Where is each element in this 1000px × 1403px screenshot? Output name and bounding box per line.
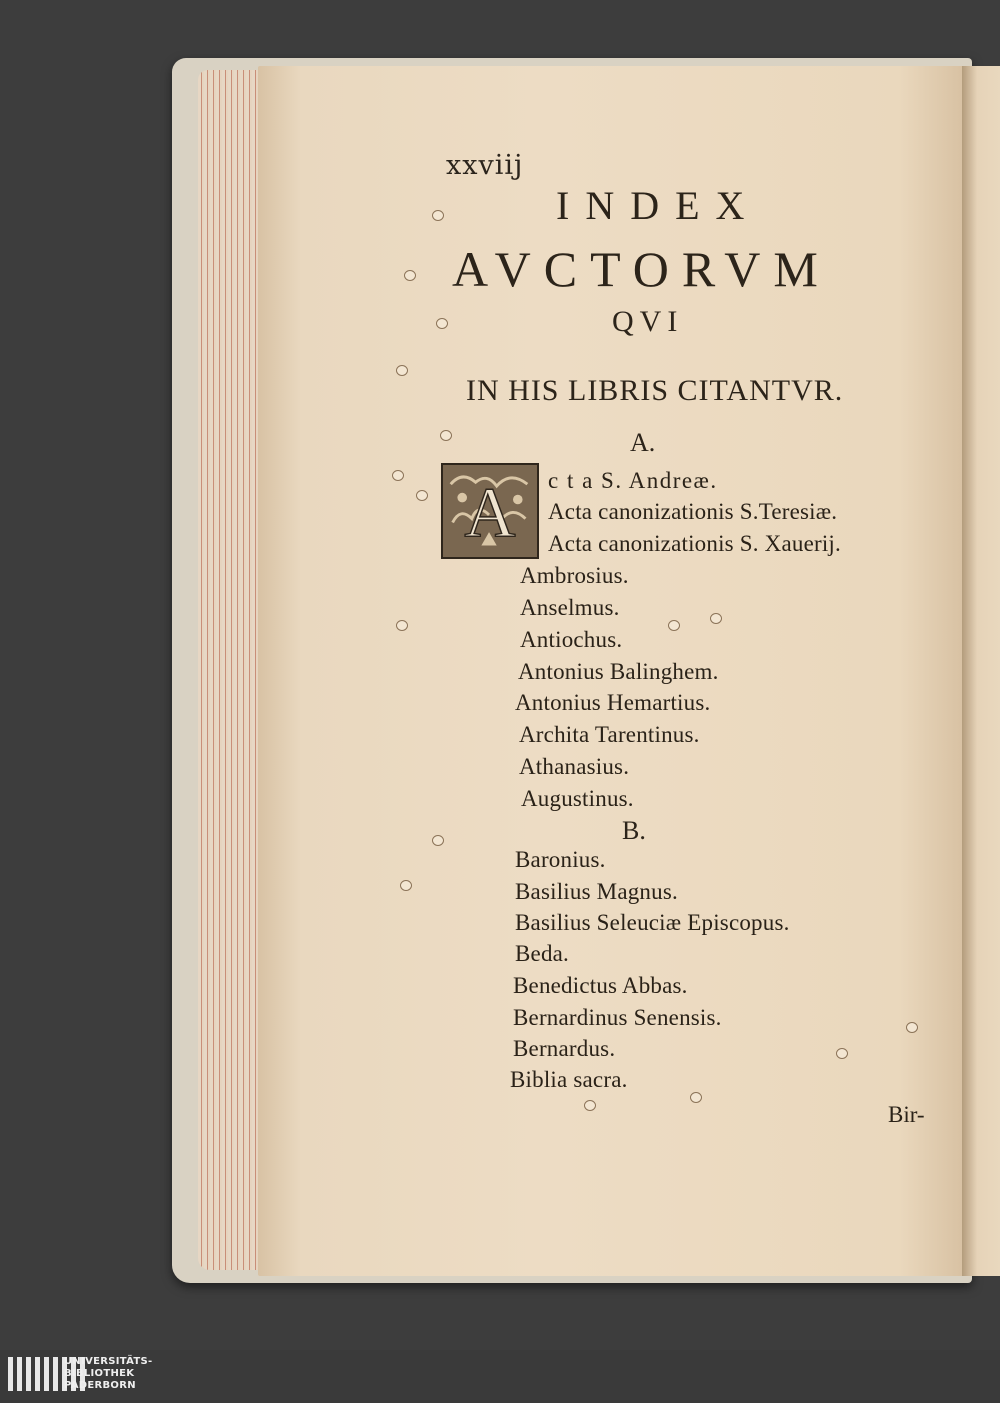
wormhole-mark — [392, 470, 404, 481]
wormhole-mark — [668, 620, 680, 631]
index-entry: Biblia sacra. — [510, 1067, 628, 1092]
wormhole-mark — [436, 318, 448, 329]
wormhole-mark — [836, 1048, 848, 1059]
logo-line: PADERBORN — [64, 1380, 136, 1391]
title-auctorum: AVCTORVM — [452, 241, 831, 297]
svg-text:A: A — [464, 473, 516, 552]
index-entry: Bernardinus Senensis. — [513, 1005, 722, 1030]
index-entry: Basilius Magnus. — [515, 879, 678, 904]
wormhole-mark — [400, 880, 412, 891]
index-entry: Antonius Hemartius. — [515, 690, 711, 715]
wormhole-mark — [710, 613, 722, 624]
section-letter-a: A. — [630, 428, 656, 457]
title-index: INDEX — [556, 183, 761, 228]
index-entry: Antiochus. — [520, 627, 623, 652]
wormhole-mark — [396, 620, 408, 631]
logo-line: BIBLIOTHEK — [64, 1368, 135, 1379]
wormhole-mark — [404, 270, 416, 281]
index-entry: Augustinus. — [521, 786, 634, 811]
library-logo-text — [64, 1356, 153, 1392]
page-number: xxviij — [446, 150, 524, 181]
title-qui: QVI — [612, 305, 684, 338]
wormhole-mark — [432, 835, 444, 846]
index-entry: Baronius. — [515, 847, 606, 872]
index-entry: Ambrosius. — [520, 563, 629, 588]
decorated-initial — [441, 463, 539, 559]
wormhole-mark — [416, 490, 428, 501]
index-entry: Acta canonizationis S.Teresiæ. — [548, 499, 838, 524]
logo-line: UNIVERSITÄTS- — [64, 1356, 153, 1367]
title-in-his-libris: IN HIS LIBRIS CITANTVR. — [466, 374, 844, 407]
wormhole-mark — [584, 1100, 596, 1111]
wormhole-mark — [440, 430, 452, 441]
index-entry: Benedictus Abbas. — [513, 973, 688, 998]
index-entry: Anselmus. — [520, 595, 620, 620]
index-entry: Basilius Seleuciæ Episcopus. — [515, 910, 790, 935]
index-entry: c t a S. Andreæ. — [548, 468, 718, 493]
decorated-initial-icon — [443, 465, 537, 557]
section-letter-b: B. — [622, 816, 646, 845]
index-entry: Archita Tarentinus. — [519, 722, 700, 747]
wormhole-mark — [396, 365, 408, 376]
index-entry: Athanasius. — [519, 754, 630, 779]
facing-page-edge — [962, 66, 1000, 1276]
catchword: Bir- — [888, 1102, 925, 1127]
wormhole-mark — [690, 1092, 702, 1103]
index-entry: Antonius Balinghem. — [518, 659, 719, 684]
wormhole-mark — [432, 210, 444, 221]
wormhole-mark — [906, 1022, 918, 1033]
index-entry: Bernardus. — [513, 1036, 616, 1061]
index-entry: Acta canonizationis S. Xauerij. — [548, 531, 841, 556]
index-entry: Beda. — [515, 941, 570, 966]
